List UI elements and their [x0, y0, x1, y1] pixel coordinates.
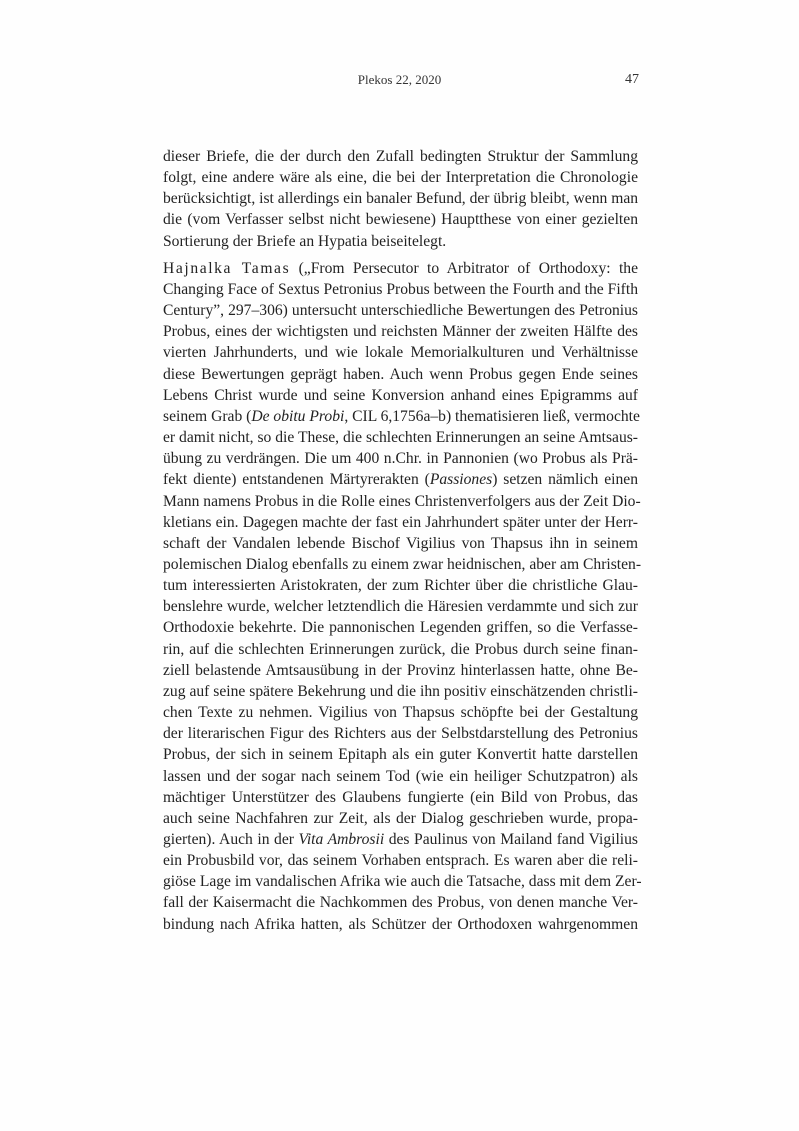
- text-line: ziell belastende Amtsausübung in der Provinz hinterlassen hatte, ohne Be-: [163, 661, 638, 679]
- text-line: Sortierung der Briefe an Hypatia beiseitelegt.: [163, 232, 447, 250]
- text-run: fekt diente) entstandenen Märtyrerakten (: [163, 471, 430, 489]
- text-line: giöse Lage im vandalischen Afrika wie auch die Tatsache, dass mit dem Zer-: [163, 873, 642, 891]
- text-line: Orthodoxie bekehrte. Die pannonischen Legenden griffen, so die Verfasse-: [163, 619, 638, 637]
- text-line: vierten Jahrhunderts, und wie lokale Memorialkulturen und Verhältnisse: [163, 344, 638, 362]
- text-line: der literarischen Figur des Richters aus der Selbstdarstellung des Petronius: [163, 725, 638, 743]
- text-run: seinem Grab (: [163, 407, 252, 425]
- text-line: dieser Briefe, die der durch den Zufall bedingten Struktur der Sammlung: [163, 148, 638, 165]
- text-line: die (vom Verfasser selbst nicht bewiesene) Hauptthese von einer gezielten: [163, 211, 638, 229]
- text-line: diese Bewertungen geprägt haben. Auch wenn Probus gegen Ende seines: [163, 365, 638, 383]
- text-line: berücksichtigt, ist allerdings ein banaler Befund, der übrig bleibt, wenn man: [163, 190, 639, 208]
- text-line: übung zu verdrängen. Die um 400 n.Chr. in Pannonien (wo Probus als Prä-: [163, 450, 638, 468]
- text-run: gierten). Auch in der: [163, 831, 299, 848]
- text-line: Changing Face of Sextus Petronius Probus between the Fourth and the Fifth: [163, 280, 638, 298]
- journal-citation: Plekos 22, 2020: [357, 72, 442, 87]
- text-run: ) setzen nämlich einen: [492, 471, 638, 489]
- text-line: Lebens Christ wurde und seine Konversion anhand eines Epigramms auf: [163, 386, 638, 404]
- paragraph-2: [163, 258, 642, 935]
- text-line: chen Texte zu nehmen. Vigilius von Thapsus schöpfte bei der Gestaltung: [163, 704, 638, 722]
- text-line: kletians ein. Dagegen machte der fast ein Jahrhundert später unter der Herr-: [163, 513, 638, 531]
- body-text: [163, 146, 642, 935]
- text-run: des Paulinus von Mailand fand Vigilius: [384, 831, 638, 848]
- text-line: ein Probusbild vor, das seinem Vorhaben entsprach. Es waren aber die reli-: [163, 852, 638, 870]
- text-line: polemischen Dialog ebenfalls zu einem zwar heidnischen, aber am Christen-: [163, 555, 642, 573]
- author-name: Hajnalka Tamas: [163, 259, 291, 277]
- text-line: [163, 258, 638, 279]
- italic-title: Vita Ambrosii: [298, 831, 385, 848]
- running-head: [0, 72, 799, 92]
- text-line: auch seine Nachfahren zur Zeit, als der Dialog geschrieben wurde, propa-: [163, 809, 638, 827]
- text-line: schaft der Vandalen lebende Bischof Vigilius von Thapsus ihn in seinem: [163, 534, 638, 552]
- paragraph-1: [163, 146, 638, 252]
- text-line: benslehre wurde, welcher letztendlich die Häresien verdammte und sich zur: [163, 598, 638, 616]
- text-line: Century”, 297–306) untersucht unterschiedliche Bewertungen des Petronius: [163, 302, 638, 320]
- text-line: Mann namens Probus in die Rolle eines Christenverfolgers aus der Zeit Dio-: [163, 492, 641, 510]
- text-run: („From Persecutor to Arbitrator of Orthodoxy: the: [290, 259, 638, 277]
- text-line: zug auf seine spätere Bekehrung und die ihn positiv einschätzenden christli-: [163, 682, 638, 700]
- page-number: 47: [625, 72, 639, 87]
- text-line: Probus, eines der wichtigsten und reichsten Männer der zweiten Hälfte des: [163, 323, 638, 341]
- text-run: , CIL 6,1756a–b) thematisieren ließ, vermochte: [344, 407, 640, 425]
- text-line: [163, 406, 638, 427]
- text-line: mächtiger Unterstützer des Glaubens fungierte (ein Bild von Probus, das: [163, 788, 638, 806]
- text-line: Probus, der sich in seinem Epitaph als ein guter Konvertit hatte darstellen: [163, 746, 638, 764]
- text-line: er damit nicht, so die These, die schlechten Erinnerungen an seine Amtsaus-: [163, 429, 638, 447]
- text-line: [163, 829, 638, 850]
- text-line: tum interessierten Aristokraten, der zum Richter über die christliche Glau-: [163, 577, 638, 595]
- text-line: [163, 469, 638, 490]
- italic-title: De obitu Probi: [251, 407, 345, 425]
- text-line: rin, auf die schlechten Erinnerungen zurück, die Probus durch seine finan-: [163, 640, 638, 658]
- text-line: fall der Kaisermacht die Nachkommen des Probus, von denen manche Ver-: [163, 894, 638, 912]
- text-line: lassen und der sogar nach seinem Tod (wie ein heiliger Schutzpatron) als: [163, 767, 638, 785]
- text-line: bindung nach Afrika hatten, als Schützer der Orthodoxen wahrgenommen: [163, 915, 638, 933]
- text-line: folgt, eine andere wäre als eine, die bei der Interpretation die Chronologie: [163, 169, 638, 187]
- italic-title: Passiones: [429, 471, 493, 489]
